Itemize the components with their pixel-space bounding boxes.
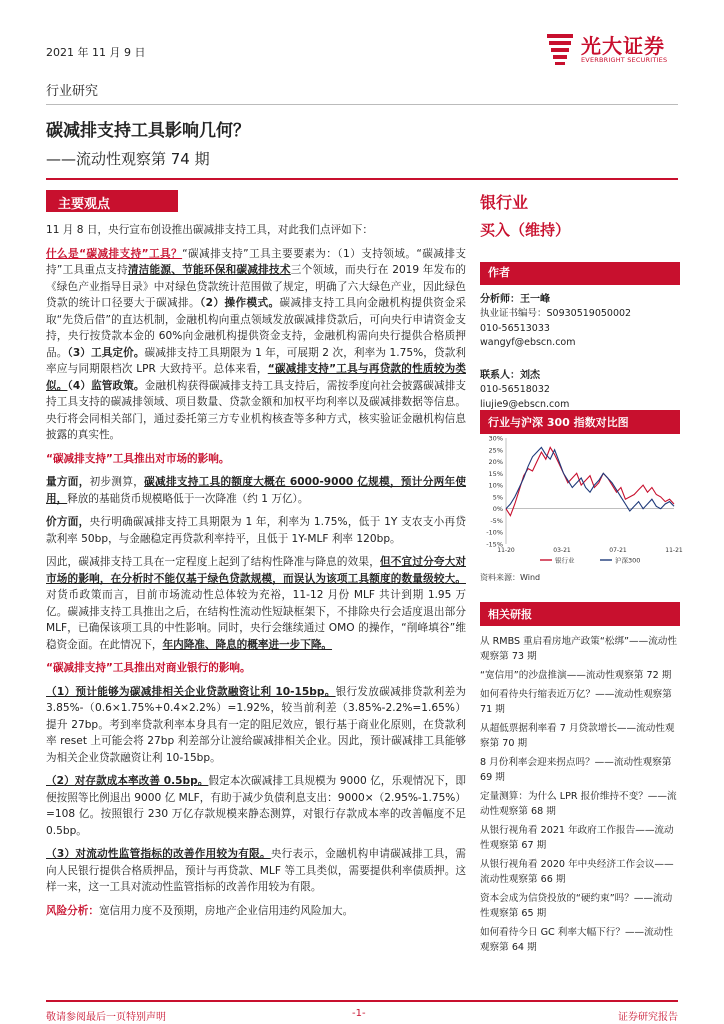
x-tick-label: 11-21 xyxy=(665,547,683,554)
y-tick-label: 0% xyxy=(492,505,503,514)
contact-name: 联系人：刘杰 xyxy=(480,369,540,381)
section-badge-key-points: 主要观点 xyxy=(46,190,178,212)
brand-logo xyxy=(545,28,685,72)
analyst-cert: 执业证书编号：S0930519050002 xyxy=(480,308,632,319)
y-tick-label: 25% xyxy=(488,446,503,455)
analyst-phone: 010-56513033 xyxy=(480,322,550,334)
y-tick-label: -10% xyxy=(486,528,503,537)
legend-label: 银行业 xyxy=(555,556,575,565)
series-line xyxy=(506,447,674,511)
related-item[interactable]: 如何看待今日 GC 利率大幅下行？——流动性观察第 64 期 xyxy=(480,927,673,953)
y-tick-label: 10% xyxy=(488,481,503,490)
report-date: 2021 年 11 月 9 日 xyxy=(46,46,146,59)
y-tick-label: 5% xyxy=(492,493,503,502)
intro-paragraph: 11 月 8 日，央行宣布创设推出碳减排支持工具，对此我们点评如下： xyxy=(46,224,373,236)
related-item[interactable]: 从银行视角看 2020 年中央经济工作会议——流动性观察第 66 期 xyxy=(480,859,674,885)
related-item[interactable]: 定量测算：为什么 LPR 报价维持不变？——流动性观察第 68 期 xyxy=(480,791,677,817)
chart-section xyxy=(480,410,680,434)
related-item[interactable]: 如何看待央行缩表近万亿？——流动性观察第 71 期 xyxy=(480,689,672,715)
page-footer xyxy=(46,1000,678,1023)
related-item[interactable]: 8 月份利率会迎来拐点吗？——流动性观察第 69 期 xyxy=(480,757,672,783)
document-type: 行业研究 xyxy=(46,84,99,99)
related-item[interactable]: “宽信用”的沙盘推演——流动性观察第 72 期 xyxy=(480,670,672,681)
related-reports xyxy=(480,602,680,959)
x-tick-label: 11-20 xyxy=(497,547,515,554)
price-paragraph: 价方面，央行明确碳减排支持工具期限为 1 年，利率为 1.75%，低于 1Y 支农支小再贷款利率 50bp，与金融稳定再贷款利率持平，且低于 1Y-MLF 利率 120bp。 xyxy=(46,516,466,545)
series-line xyxy=(506,447,674,515)
liquidity-paragraph: （3）对流动性监管指标的改善作用较为有限。央行表示，金融机构申请碳减排工具，需向人民银行提供合格质押品，预计与再贷款、MLF 等工具类似，需要提供利率债质押。这样一来，这一工具对流动性监管指标的改善作用较为有限。 xyxy=(46,848,467,893)
author-section-bar: 作者 xyxy=(480,262,680,285)
page-subtitle: ——流动性观察第 74 期 xyxy=(46,150,210,168)
deposit-cost-paragraph: （2）对存款成本率改善 0.5bp。假定本次碳减排工具规模为 9000 亿，乐观情况下，即便按照等比例退出 9000 亿 MLF，有助于减少负债利息支出：9000×（2.95%-1.75%）=108 亿。按照银行 230 万亿存款规模来静态测算，对银行存款成本率的改善幅度不足 0.5bp。 xyxy=(46,775,466,837)
footer-page-number: -1- xyxy=(352,1008,366,1019)
legend-label: 沪深300 xyxy=(615,556,641,565)
main-content xyxy=(46,222,466,926)
market-impact-heading: “碳减排支持”工具推出对市场的影响。 xyxy=(46,452,230,465)
sidebar-rating xyxy=(480,190,680,240)
question-heading: 什么是“碳减排支持”工具？ xyxy=(46,247,183,260)
footer-disclaimer[interactable]: 敬请参阅最后一页特别声明 xyxy=(46,1012,166,1023)
quantity-paragraph: 量方面，初步测算，碳减排支持工具的额度大概在 6000-9000 亿规模，预计分两年使用，释放的基础货币规模略低于一次降准（约 1 万亿）。 xyxy=(46,476,467,505)
related-list xyxy=(480,634,680,955)
related-item[interactable]: 从超低票据利率看 7 月贷款增长——流动性观察第 70 期 xyxy=(480,723,675,749)
header-divider xyxy=(46,104,678,105)
contact-email[interactable]: liujie9@ebscn.com xyxy=(480,398,570,410)
logo-name: 光大证券 xyxy=(581,34,665,58)
footer-doc-type: 证券研究报告 xyxy=(618,1012,678,1023)
related-item[interactable]: 资本会成为信贷投放的“硬约束”吗？——流动性观察第 65 期 xyxy=(480,893,673,919)
industry-label: 银行业 xyxy=(480,193,529,212)
bank-impact-heading: “碳减排支持”工具推出对商业银行的影响。 xyxy=(46,662,251,674)
chart-source: 资料来源：Wind xyxy=(480,573,541,582)
analyst-name: 分析师：王一峰 xyxy=(480,293,550,305)
y-tick-label: 30% xyxy=(488,434,503,443)
risk-paragraph: 风险分析：宽信用力度不及预期，房地产企业信用违约风险加大。 xyxy=(46,904,354,917)
y-tick-label: -5% xyxy=(490,516,503,525)
chart-section-bar: 行业与沪深 300 指数对比图 xyxy=(480,410,680,434)
rating-label: 买入（维持） xyxy=(480,221,571,239)
related-item[interactable]: 从 RMBS 重启看房地产政策“松绑”——流动性观察第 73 期 xyxy=(480,636,677,662)
related-item[interactable]: 从银行视角看 2021 年政府工作报告——流动性观察第 67 期 xyxy=(480,825,674,851)
index-comparison-chart xyxy=(480,432,683,570)
conclusion-paragraph: 因此，碳减排支持工具在一定程度上起到了结构性降准与降息的效果，但不宜过分夸大对市场的影响，在分析时不能仅基于绿色贷款规模，而误认为该项工具额度的数量级较大。对货币政策而言，目前市场流动性总体较为充裕，11-12 月份 MLF 共计到期 1.95 万亿。碳减排支持工具推出之后，在结构性流动性短缺框架下，不排除央行会适度退出部分 MLF，已确保该项工具的中性影响。同时，央行会继续通过 OMO 的操作，“削峰填谷”维稳资金面。在此情况下，年内降准、降息的概率进一步下降。 xyxy=(46,556,467,651)
x-tick-label: 03-21 xyxy=(553,547,571,554)
y-tick-label: 15% xyxy=(488,469,503,478)
title-divider xyxy=(46,178,678,180)
contact-phone: 010-56518032 xyxy=(480,384,550,395)
spread-paragraph: （1）预计能够为碳减排相关企业贷款融资让利 10-15bp。银行发放碳减排贷款利差为 3.85%-（0.6×1.75%+0.4×2.2%）=1.92%，较当前利差（3.85%-2.2%=1.65%）提升 27bp。考到率贷款利率本身具有一定的阻尼效应，银行基于商业化原则，在贷款利率 reset 上可能会将 27bp 利差部分让渡给碳减排相关企业。因此，预计碳减排工具能够为相关企业贷款融资让利 10-15bp。 xyxy=(46,685,467,764)
logo-subtitle: EVERBRIGHT SECURITIES xyxy=(581,56,668,64)
analyst-email[interactable]: wangyf@ebscn.com xyxy=(480,337,576,348)
tool-definition-paragraph: 什么是“碳减排支持”工具？“碳减排支持”工具主要要素为：（1）支持领域。“碳减排支持”工具重点支持清洁能源、节能环保和碳减排技术三个领域，而央行在 2019 年发布的《绿色产业指导目录》中对绿色贷款统计范围做了规定，明确了六大绿色产业，因此绿色贷款的统计口径要大于碳减排。（2）操作模式。碳减排支持工具向金融机构提供资金采取“先贷后借”的直达机制，金融机构向重点领域发放碳减排贷款后，可向央行申请资金支持，央行按贷款本金的 60%向金融机构提供资金支持，金融机构需向央行提供合格质押品。（3）工具定价。碳减排支持工具期限为 1 年，可展期 2 次，利率为 1.75%，贷款利率应与同期限档次 LPR 大致持平。总体来看，“碳减排支持”工具与再贷款的性质较为类似。（4）监管政策。金融机构获得碳减排支持工具支持后，需按季度向社会披露碳减排支持工具支持的碳减排领域、项目数量、贷款金额和加权平均利率以及碳减排数据等信息。央行将会同相关部门，通过委托第三方专业机构核查等多种方式，核实验证金融机构信息披露的真实性。 xyxy=(46,247,467,441)
y-tick-label: 20% xyxy=(488,458,503,467)
x-tick-label: 07-21 xyxy=(609,547,627,554)
page-title: 碳减排支持工具影响几何？ xyxy=(46,121,250,141)
logo-sun-icon xyxy=(545,32,575,66)
author-panel xyxy=(480,262,680,412)
related-section-bar: 相关研报 xyxy=(480,602,680,626)
y-tick-label: -15% xyxy=(486,540,503,549)
